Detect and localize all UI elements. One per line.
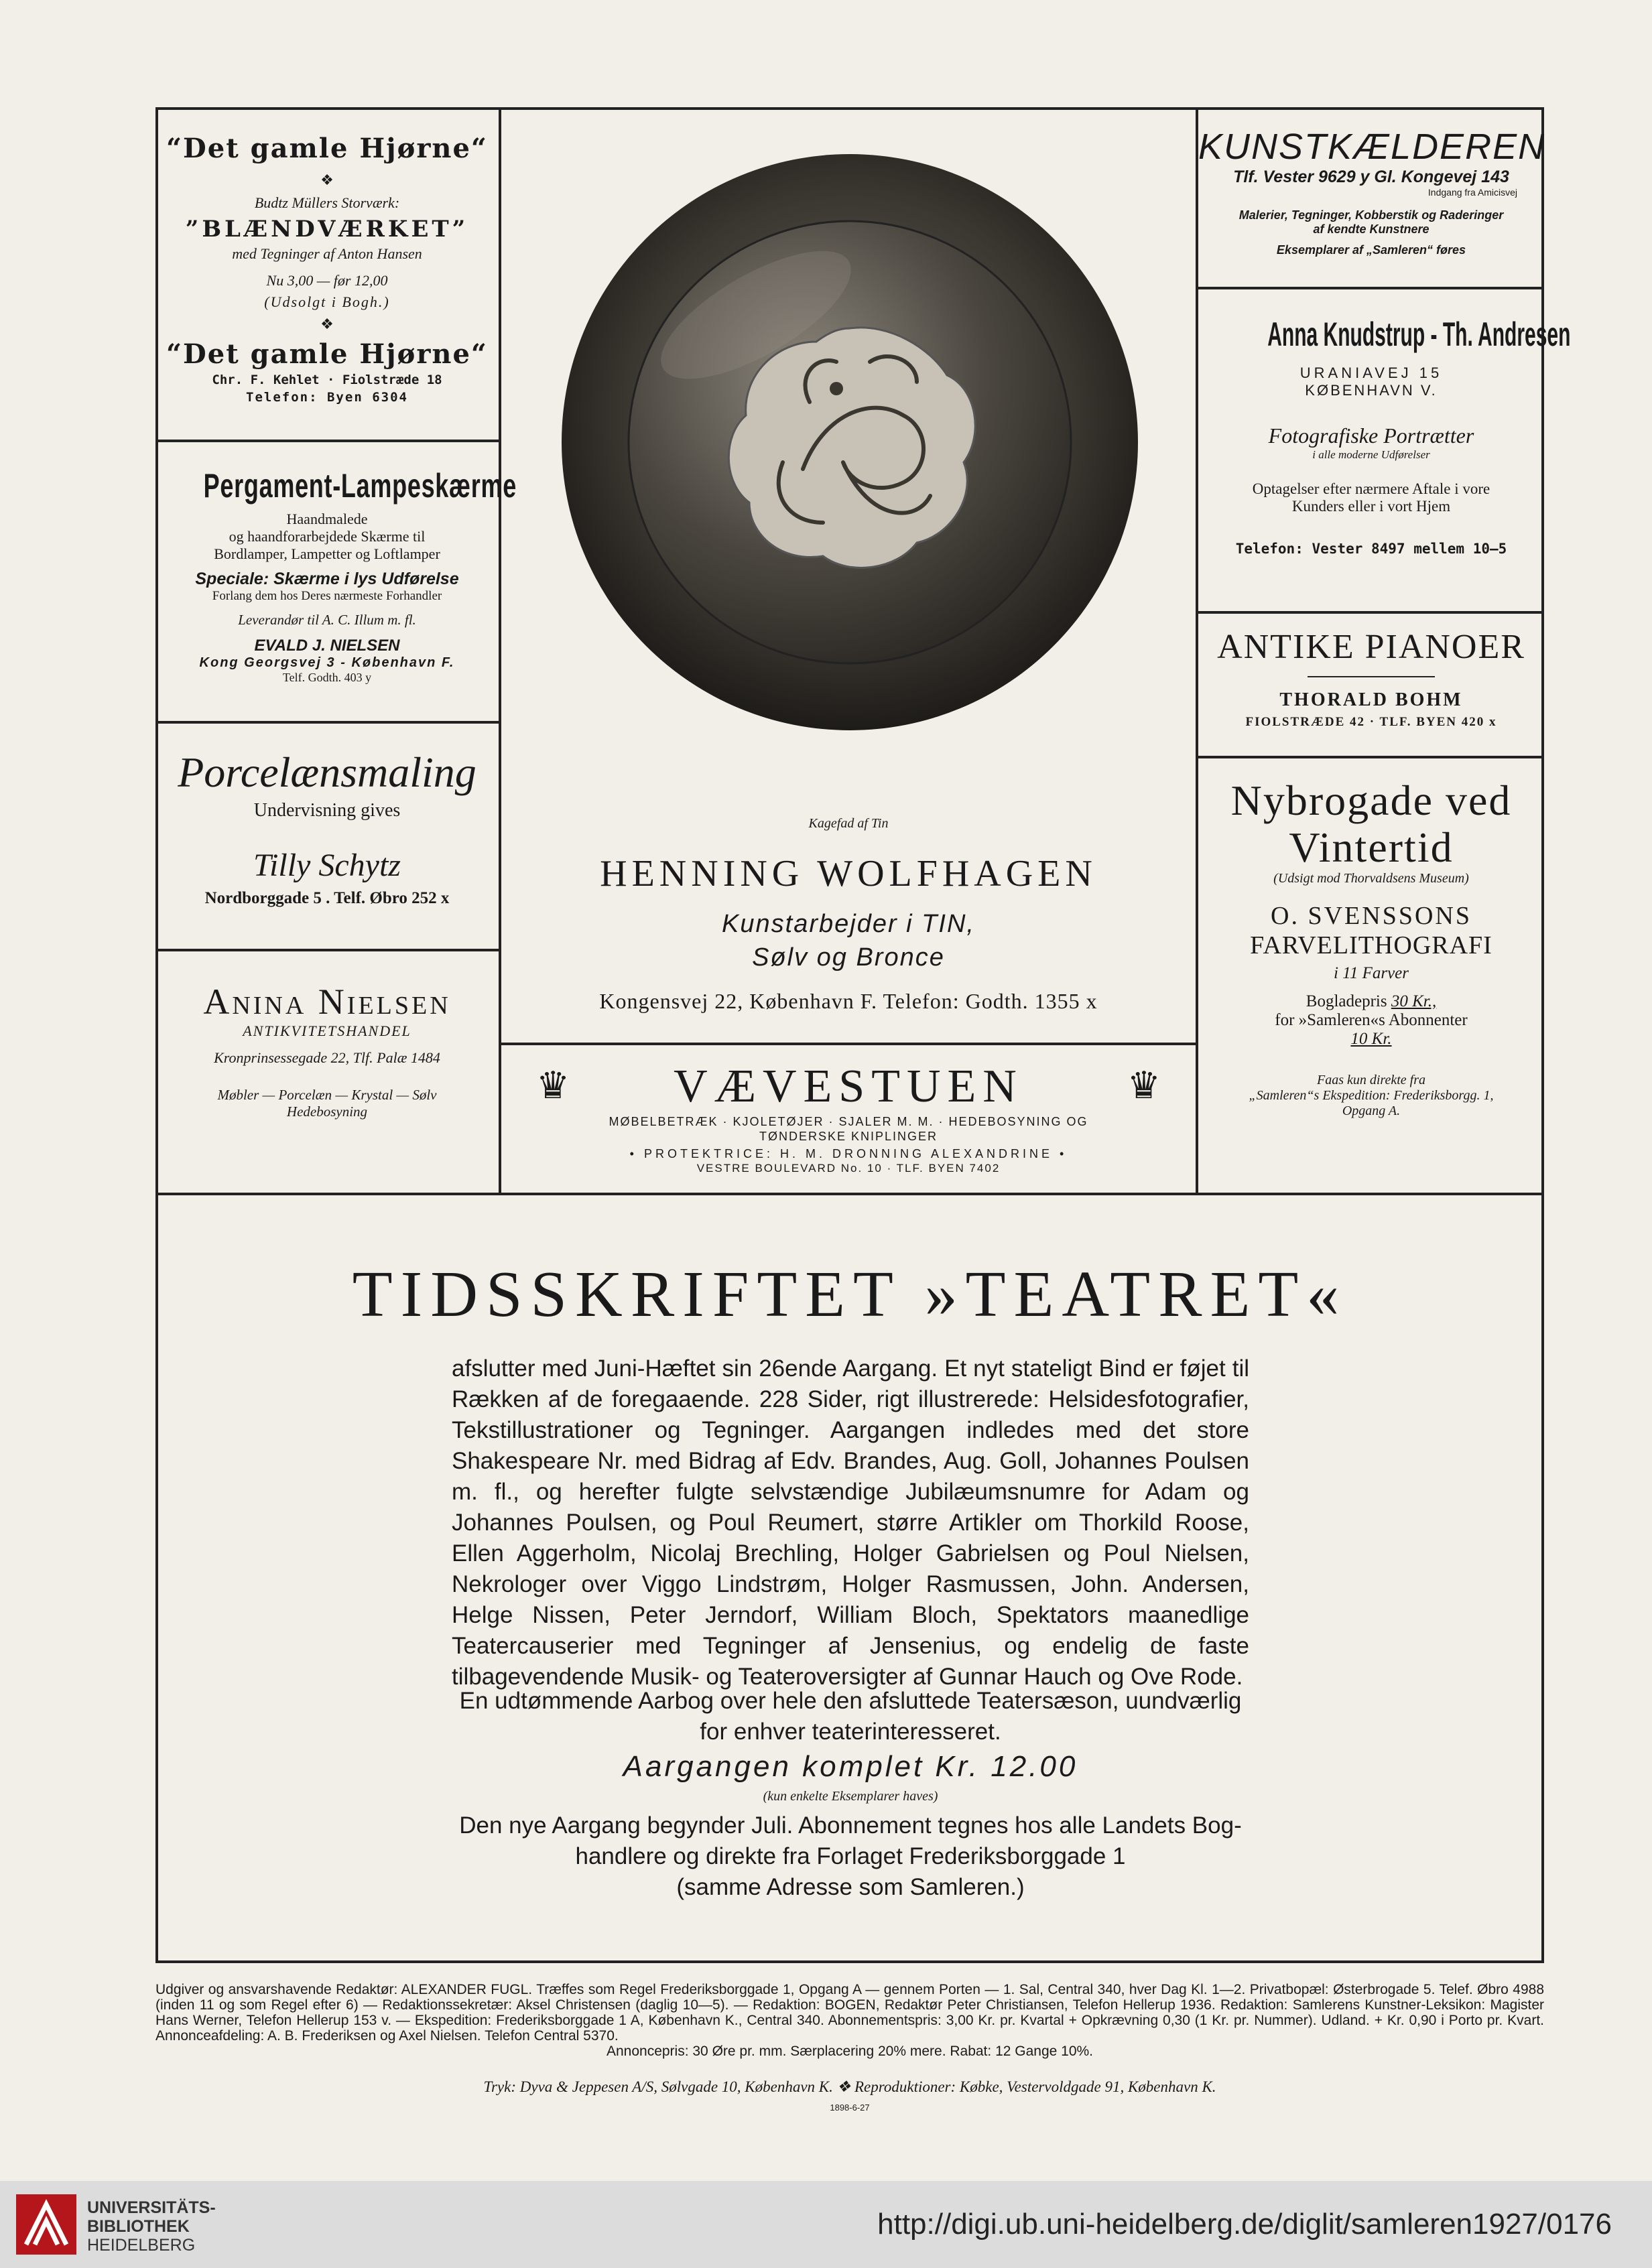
ad-name: Tilly Schytz xyxy=(253,848,401,883)
ad-det-gamle-hjorne xyxy=(155,107,499,442)
ad-text: og haandforarbejdede Skærme til xyxy=(229,528,426,545)
ad-text: (kun enkelte Eksemplarer haves) xyxy=(763,1789,938,1804)
ad-text: Eksemplarer af „Samleren“ føres xyxy=(1276,243,1466,257)
source-url-link[interactable]: http://digi.ub.uni-heidelberg.de/diglit/samleren1927/0176 xyxy=(877,2208,1612,2241)
ad-name: FARVELITHOGRAFI xyxy=(1250,931,1492,959)
ad-title: KUNSTKÆLDEREN xyxy=(1198,127,1546,167)
ad-title: “Det gamle Hjørne“ xyxy=(166,133,488,164)
ad-text: Faas kun direkte fra xyxy=(1316,1073,1425,1087)
ad-text: Bordlamper, Lampetter og Loftlamper xyxy=(214,545,440,562)
price-value: 30 Kr., xyxy=(1391,992,1437,1010)
crown-icon: ♛ xyxy=(1127,1064,1161,1108)
ad-address: VESTRE BOULEVARD No. 10 · TLF. BYEN 7402 xyxy=(696,1162,1001,1175)
library-banner xyxy=(0,2181,1652,2268)
ad-price xyxy=(1198,992,1544,1011)
ad-name: THORALD BOHM xyxy=(1279,689,1463,710)
left-ad-column xyxy=(155,107,517,1193)
ad-text: Leverandør til A. C. Illum m. fl. xyxy=(238,612,416,628)
colophon-text: Udgiver og ansvarshavende Redaktør: ALEXANDER FUGL. Træffes som Regel Frederiksborggade 1, Opgang A — gennem Porten — 1. Sal, Central 340, hver Dag Kl. 1—2. Privatbopæl: Østerbrogade 5. Telef. Øbro 4988 (inden 11 og som Regel efter 6) — Redaktionssekretær: Aksel Christensen (daglig 10—5). — Redaktion: BOGEN, Redaktør Peter Christiansen, Telefon Hellerup 1936. Redaktion: Samlerens Kunstner-Leksikon: Magister Hans Werner, Telefon Hellerup 153 v. — Ekspedition: Frederiksborggade 1 A, København K., Central 340. Abonnementspris: 3,00 Kr. pr. Kvartal + Opkrævning 0,30 (1 Kr. pr. Nummer). Udland. + Kr. 0,90 i Porto pr. Kvart. Annonceafdeling: A. B. Frederiksen og Axel Nielsen. Telefon Central 5370. xyxy=(155,1982,1544,2044)
ad-text: med Tegninger af Anton Hansen xyxy=(232,245,422,262)
ad-name: O. SVENSSONS xyxy=(1271,902,1472,930)
ornament-icon: ❖ xyxy=(320,172,334,189)
ad-subtitle: Fotografiske Portrætter xyxy=(1268,423,1474,448)
ad-price: Aargangen komplet Kr. 12.00 xyxy=(623,1750,1078,1783)
ad-text: af kendte Kunstnere xyxy=(1313,222,1429,236)
ad-antike-pianoer xyxy=(1198,614,1544,758)
ad-henning-wolfhagen xyxy=(501,107,1196,1045)
ad-nybrogade-ved-vintertid xyxy=(1198,758,1544,1193)
library-name: HEIDELBERG xyxy=(87,2236,196,2255)
ad-title: Vintertid xyxy=(1289,823,1454,871)
ad-address: Chr. F. Kehlet · Fiolstræde 18 xyxy=(212,373,442,387)
ad-speciale: Speciale: Skærme i lys Udførelse xyxy=(195,570,459,588)
ad-title: Porcelænsmaling xyxy=(178,748,476,796)
ad-address: Tlf. Vester 9629 y Gl. Kongevej 143 xyxy=(1233,168,1509,186)
ad-text: ANTIKVITETSHANDEL xyxy=(243,1022,411,1039)
print-code: 1898-6-27 xyxy=(830,2103,870,2113)
ad-title: “Det gamle Hjørne“ xyxy=(166,338,488,370)
right-ad-column xyxy=(1198,107,1571,1193)
ad-book-title: ”BLÆNDVÆRKET” xyxy=(185,216,469,243)
ad-address: Kong Georgsvej 3 - København F. xyxy=(199,655,455,670)
ad-text: Opgang A. xyxy=(1342,1104,1401,1118)
ad-porcelaensmaling xyxy=(155,724,499,951)
ad-anina-nielsen xyxy=(155,951,499,1193)
ad-body-text: handlere og direkte fra Forlaget Frederiksborggade 1 xyxy=(575,1843,1126,1869)
ad-phone: Telefon: Vester 8497 mellem 10—5 xyxy=(1235,541,1507,557)
ad-kunstkaelderen xyxy=(1198,107,1544,289)
ad-address: KØBENHAVN V. xyxy=(1305,382,1438,399)
ad-text: (Udsigt mod Thorvaldsens Museum) xyxy=(1273,871,1469,886)
ad-title: Anina Nielsen xyxy=(203,982,451,1022)
ad-text: (Udsolgt i Bogh.) xyxy=(264,293,390,310)
ad-title: ANTIKE PIANOER xyxy=(1217,628,1525,666)
library-logo-icon xyxy=(16,2194,76,2255)
ad-text: „Samleren“s Ekspedition: Frederiksborgg. 1, xyxy=(1249,1088,1494,1103)
ad-title: VÆVESTUEN xyxy=(674,1061,1023,1112)
ad-phone: Telefon: Byen 6304 xyxy=(246,390,408,405)
ad-text: i 11 Farver xyxy=(1333,964,1409,982)
ad-address: Kronprinsessegade 22, Tlf. Palæ 1484 xyxy=(214,1049,440,1066)
ad-text: Forlang dem hos Deres nærmeste Forhandler xyxy=(212,589,442,603)
teatret-ad xyxy=(155,1193,1544,1963)
ad-address: Kongensvej 22, København F. Telefon: Godth. 1355 x xyxy=(599,989,1098,1013)
ad-text: TØNDERSKE KNIPLINGER xyxy=(759,1130,938,1143)
ad-address: URANIAVEJ 15 xyxy=(1299,364,1443,381)
ad-text: Budtz Müllers Storværk: xyxy=(254,194,400,211)
ad-text: Møbler — Porcelæn — Krystal — Sølv xyxy=(217,1087,437,1103)
crown-icon: ♛ xyxy=(536,1064,570,1108)
ad-body-text: afslutter med Juni-Hæftet sin 26ende Aargang. Et nyt stateligt Bind er føjet til Rækken af de foregaaende. 228 Sider, rigt illustrerede: Helsidesfotografier, Tekstillustrationer og Tegninger. Aargangen indledes med det store Shakespeare Nr. med Bidrag af Edv. Brandes, Aug. Goll, Johannes Poulsen m. fl., og herefter fulgte selvstændige Jubilæumsnumre for Adam og Johannes Poulsen, og Poul Reumert, større Artikler om Thorkild Roose, Ellen Aggerholm, Nicolaj Brechling, Holger Gabrielsen og Poul Nielsen, Nekrologer over Viggo Lindstrøm, Holger Rasmussen, John. Andersen, Helge Nissen, Peter Jerndorf, William Bloch, Spektators maanedlige Teatercauserier med Tegninger af Jensenius, og endelig de faste tilbagevendende Musik- og Teateroversigter af Gunnar Hauch og Ove Rode. xyxy=(452,1355,1249,1690)
ad-address: FIOLSTRÆDE 42 · TLF. BYEN 420 x xyxy=(1245,715,1497,729)
ad-text: Undervisning gives xyxy=(253,800,401,821)
ad-body-text: for enhver teaterinteresseret. xyxy=(700,1719,1001,1745)
ad-subtitle: Kunstarbejder i TIN, xyxy=(722,910,975,938)
ad-vaevestuen xyxy=(501,1045,1196,1193)
ad-text: i alle moderne Udførelser xyxy=(1312,448,1430,461)
ad-name: EVALD J. NIELSEN xyxy=(254,637,400,655)
ornament-icon: ❖ xyxy=(320,316,334,333)
library-name: BIBLIOTHEK xyxy=(87,2217,190,2236)
ad-pergament-lampeskaerme xyxy=(155,442,517,724)
ad-text: Indgang fra Amicisvej xyxy=(1427,187,1517,198)
ad-text: Malerier, Tegninger, Kobberstik og Raderinger xyxy=(1238,208,1504,222)
library-name: UNIVERSITÄTS- xyxy=(87,2198,216,2217)
ad-anna-knudstrup xyxy=(1198,289,1571,614)
image-caption: Kagefad af Tin xyxy=(808,816,889,831)
ad-title: HENNING WOLFHAGEN xyxy=(600,853,1097,894)
ad-title: Nybrogade ved xyxy=(1230,777,1512,824)
colophon xyxy=(155,1982,1544,2115)
ad-title: Pergament-Lampeskærme xyxy=(203,467,517,505)
colophon-text: Annoncepris: 30 Øre pr. mm. Særplacering 20% mere. Rabat: 12 Gange 10%. xyxy=(606,2044,1094,2059)
ad-phone: Telf. Godth. 403 y xyxy=(282,671,372,684)
ad-price: 10 Kr. xyxy=(1350,1030,1392,1048)
ad-body-text: En udtømmende Aarbog over hele den afsluttede Teatersæson, uundværlig xyxy=(459,1688,1242,1714)
ad-text: • PROTEKTRICE: H. M. DRONNING ALEXANDRINE • xyxy=(629,1147,1068,1160)
ad-text: Hedebosyning xyxy=(286,1104,368,1120)
printer-line: Tryk: Dyva & Jeppesen A/S, Sølvgade 10, København K. ❖ Reproduktioner: Købke, Vestervoldgade 91, København K. xyxy=(483,2078,1216,2095)
ad-price: Nu 3,00 — før 12,00 xyxy=(266,272,388,289)
ad-text: Kunders eller i vort Hjem xyxy=(1291,498,1451,515)
ad-subtitle: Sølv og Bronce xyxy=(752,943,945,972)
ad-text: Optagelser efter nærmere Aftale i vore xyxy=(1252,480,1490,497)
ad-title: Anna Knudstrup - Th. Andresen xyxy=(1267,316,1571,353)
ad-text: Haandmalede xyxy=(286,511,368,527)
ad-body-text: (samme Adresse som Samleren.) xyxy=(676,1874,1025,1900)
ad-body-text: Den nye Aargang begynder Juli. Abonnement tegnes hos alle Landets Bog- xyxy=(459,1812,1242,1839)
pewter-plate-image xyxy=(555,147,1145,737)
price-label: Bogladepris xyxy=(1306,992,1387,1010)
ad-address: Nordborggade 5 . Telf. Øbro 252 x xyxy=(204,889,450,907)
ad-text: for »Samleren«s Abonnenter xyxy=(1275,1011,1468,1029)
ad-text: MØBELBETRÆK · KJOLETØJER · SJALER M. M. · HEDEBOSYNING OG xyxy=(609,1115,1088,1128)
center-ad-column xyxy=(501,107,1198,1193)
ad-title: TIDSSKRIFTET »TEATRET« xyxy=(352,1258,1348,1331)
divider xyxy=(1308,676,1435,677)
divider xyxy=(155,1193,1544,1195)
